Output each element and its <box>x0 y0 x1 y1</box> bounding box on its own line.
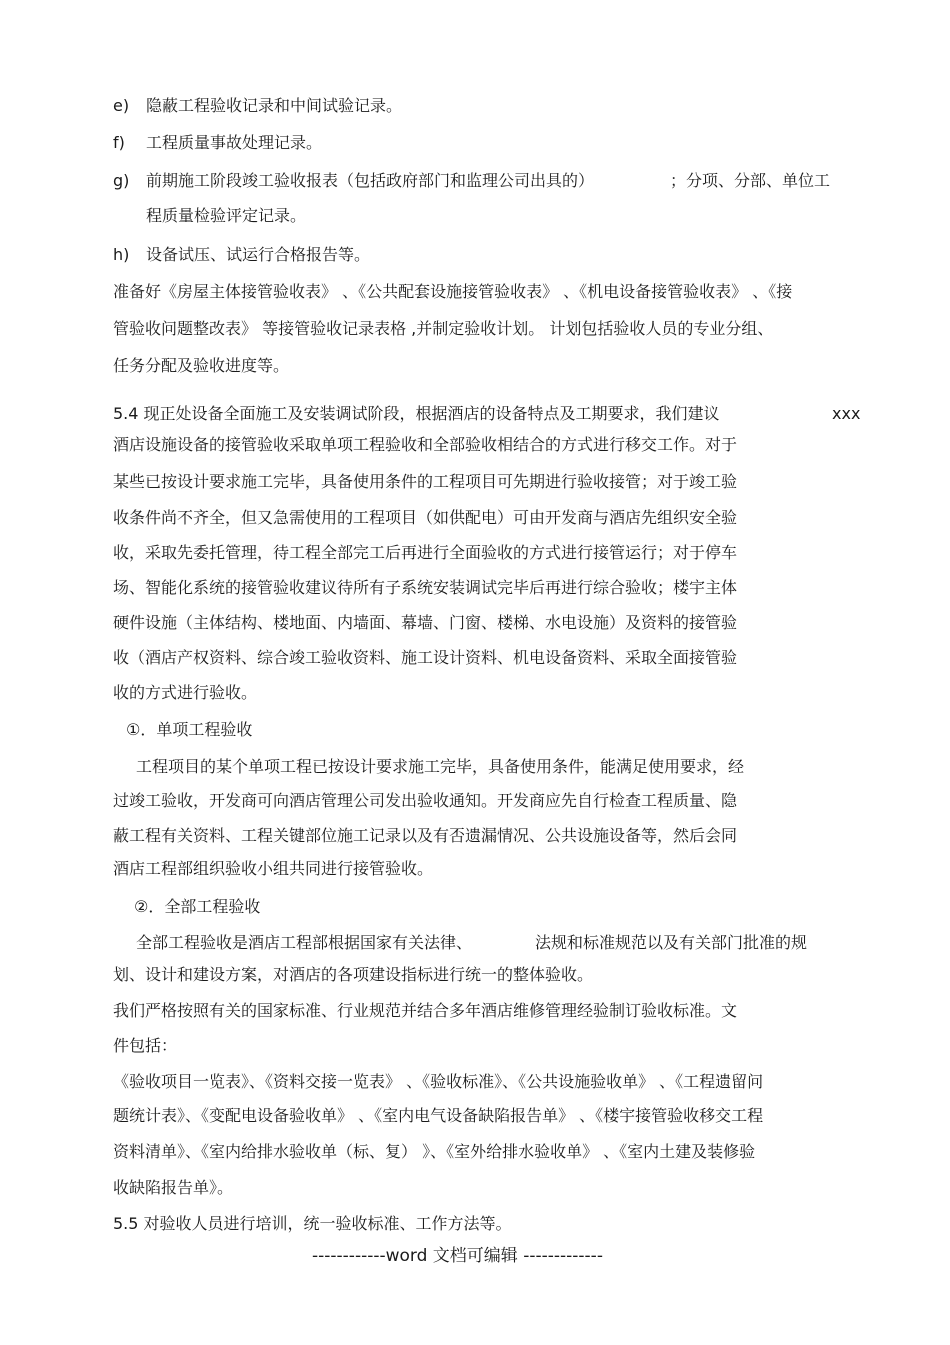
prep-line-1: 准备好《房屋主体接管验收表》 、《公共配套设施接管验收表》 、《机电设备接管验收表》 、《接 <box>113 282 793 301</box>
section-5-4-line-9: 收的方式进行验收。 <box>113 683 258 702</box>
single-acceptance-line-1: 工程项目的某个单项工程已按设计要求施工完毕，具备使用条件，能满足使用要求，经 <box>136 757 745 776</box>
list-item-h: 设备试压、试运行合格报告等。 <box>146 245 371 264</box>
section-5-4-line-2: 酒店设施设备的接管验收采取单项工程验收和全部验收相结合的方式进行移交工作。对于 <box>113 435 738 454</box>
full-acceptance-line-1a: 全部工程验收是酒店工程部根据国家有关法律、 <box>136 933 473 952</box>
list-label-h: h) <box>113 245 130 264</box>
list-label-g: g) <box>113 171 130 190</box>
list-item-e: 隐蔽工程验收记录和中间试验记录。 <box>146 96 403 115</box>
full-acceptance-line-1b: 法规和标准规范以及有关部门批准的规 <box>535 933 808 952</box>
full-acceptance-line-4: 件包括： <box>113 1036 178 1055</box>
full-acceptance-line-3: 我们严格按照有关的国家标准、行业规范并结合多年酒店维修管理经验制订验收标准。文 <box>113 1001 738 1020</box>
docs-line-1: 《验收项目一览表》、《资料交接一览表》 、《验收标准》、《公共设施验收单》 、《工程遗留问 <box>113 1072 764 1091</box>
section-5-4-line-5: 收，采取先委托管理，待工程全部完工后再进行全面验收的方式进行接管运行；对于停车 <box>113 543 738 562</box>
list-item-g-line1: 前期施工阶段竣工验收报表（包括政府部门和监理公司出具的） <box>146 171 595 190</box>
full-acceptance-line-2: 划、设计和建设方案，对酒店的各项建设指标进行统一的整体验收。 <box>113 965 594 984</box>
section-5-4-line-3: 某些已按设计要求施工完毕，具备使用条件的工程项目可先期进行验收接管；对于竣工验 <box>113 472 738 491</box>
section-5-5: 5.5 对验收人员进行培训，统一验收标准、工作方法等。 <box>113 1214 512 1233</box>
single-acceptance-line-3: 蔽工程有关资料、工程关键部位施工记录以及有否遗漏情况、公共设施设备等，然后会同 <box>113 826 738 845</box>
prep-line-3: 任务分配及验收进度等。 <box>113 356 290 375</box>
footer-watermark: ------------word 文档可编辑 ------------- <box>312 1246 603 1266</box>
prep-line-2: 管验收问题整改表》 等接管验收记录表格 ,并制定验收计划。 计划包括验收人员的专业分组、 <box>113 319 774 338</box>
docs-line-4: 收缺陷报告单》。 <box>113 1178 234 1197</box>
section-5-4-line-6: 场、智能化系统的接管验收建议待所有子系统安装调试完毕后再进行综合验收；楼宇主体 <box>113 578 738 597</box>
list-item-g-line2: 程质量检验评定记录。 <box>146 206 307 225</box>
docs-line-3: 资料清单》、《室内给排水验收单（标、复） 》、《室外给排水验收单》 、《室内土建及装修验 <box>113 1142 756 1161</box>
section-5-4-line-4: 收条件尚不齐全，但又急需使用的工程项目（如供配电）可由开发商与酒店先组织安全验 <box>113 508 738 527</box>
section-5-4-line-7: 硬件设施（主体结构、楼地面、内墙面、幕墙、门窗、楼梯、水电设施）及资料的接管验 <box>113 613 738 632</box>
single-acceptance-line-4: 酒店工程部组织验收小组共同进行接管验收。 <box>113 859 434 878</box>
docs-line-2: 题统计表》、《变配电设备验收单》 、《室内电气设备缺陷报告单》 、《楼宇接管验收移交工程 <box>113 1106 764 1125</box>
list-item-g-line1-tail: ；分项、分部、单位工 <box>670 171 831 190</box>
single-acceptance-line-2: 过竣工验收，开发商可向酒店管理公司发出验收通知。开发商应先自行检查工程质量、隐 <box>113 791 738 810</box>
list-label-e: e) <box>113 96 130 115</box>
section-5-4-line-8: 收（酒店产权资料、综合竣工验收资料、施工设计资料、机电设备资料、采取全面接管验 <box>113 648 738 667</box>
list-item-f: 工程质量事故处理记录。 <box>146 133 323 152</box>
list-label-f: f) <box>113 133 125 152</box>
section-5-4-line-1-tail: xxx <box>832 404 861 423</box>
section-5-4-line-1: 5.4 现正处设备全面施工及安装调试阶段，根据酒店的设备特点及工期要求，我们建议 <box>113 404 720 423</box>
single-acceptance-heading: ①．单项工程验收 <box>126 720 253 739</box>
full-acceptance-heading: ②．全部工程验收 <box>134 897 261 916</box>
